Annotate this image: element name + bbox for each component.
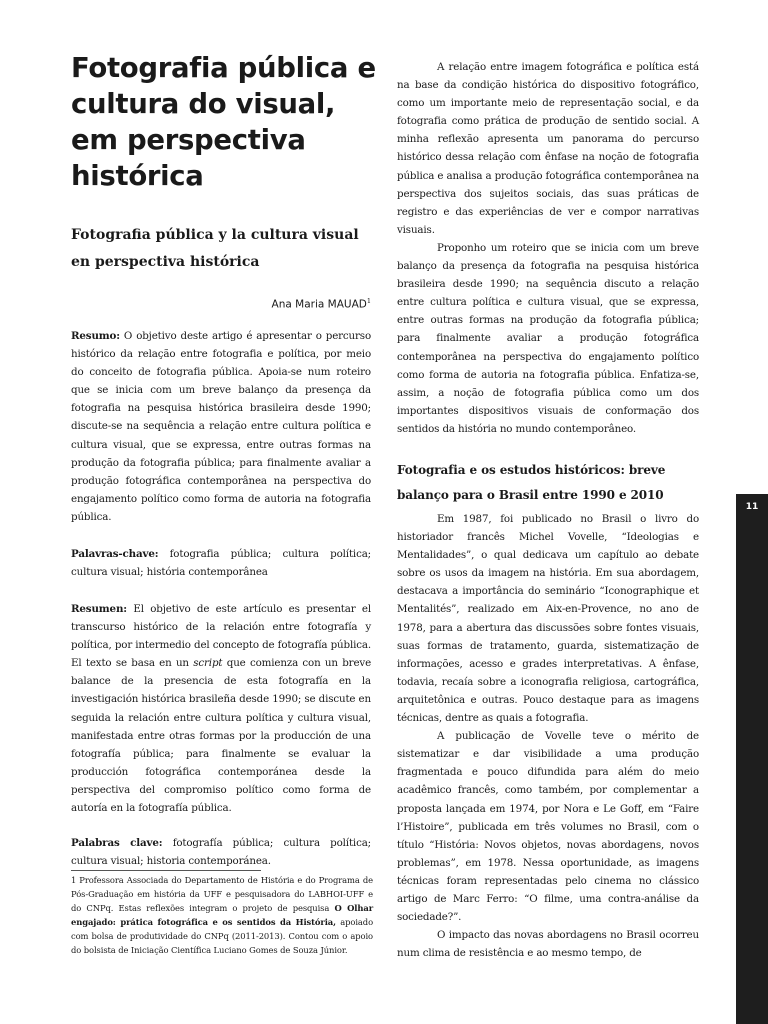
- palavras-chave-text: fotografia pública; cultura política; cultura visual; história contemporânea: [71, 548, 371, 579]
- resumo-block: [71, 327, 371, 526]
- section-paragraph: A publicação de Vovelle teve o mérito de sistematizar e dar visibilidade a uma produção fragmentada e pouco difundida para além do meio acadêmico francês, como também, por complementar a proposta lançada em 1974, por Nora e Le Goff, em “Faire l’Histoire”, publicada em três volumes no Brasil, com o título “História: Novos objetos, novas abordagens, novos problemas”, em 1978. Nessa oportunidade, as imagens técnicas foram representadas pelo cinema no clássico artigo de Marc Ferro: “O filme, uma contra-análise da sociedade?”.: [397, 730, 699, 924]
- section-paragraph: O impacto das novas abordagens no Brasil ocorreu num clima de resistência e ao mesmo tempo, de: [397, 929, 699, 960]
- section-body: [397, 510, 699, 962]
- resumo-text: O objetivo deste artigo é apresentar o percurso histórico da relação entre fotografia e política, por meio do conceito de fotografia pública. Apoia-se num roteiro que se inicia com um breve balanço da presença da fotografia na pesquisa histórica brasileira desde 1990; discute-se na sequência a relação entre cultura política e cultura visual, que se expressa, entre outras formas na produção da fotografia pública; para finalmente avaliar a produção fotográfica contemporânea na perspectiva do engajamento político como forma de autoria na fotografia pública.: [71, 330, 371, 523]
- author-name: Ana Maria MAUAD: [271, 298, 367, 311]
- footnote: [71, 874, 373, 957]
- section-paragraph: Em 1987, foi publicado no Brasil o livro do historiador francês Michel Vovelle, “Ideologias e Mentalidades”, o qual dedicava um capítulo ao debate sobre os usos da imagem na história. Em sua abordagem, destacava a importância do seminário “Iconographique et Mentalités”, realizado em Aix-en-Provence, no ano de 1978, para a abertura das discussões sobre fontes visuais, suas formas de tratamento, guarda, sistematização de informações, acesso e grades interpretativas. A ênfase, todavia, recaía sobre a iconografia religiosa, cartográfica, arquitetônica e outras. Pouco destaque para as imagens técnicas, dentre as quais a fotografia.: [397, 513, 699, 725]
- right-paragraph: A relação entre imagem fotográfica e política está na base da condição histórica do dispositivo fotográfico, como um importante meio de representação social, e da fotografia como prática de produção de sentido social. A minha reflexão apresenta um panorama do percurso histórico dessa relação com ênfase na noção de fotografia pública e analisa a produção fotográfica contemporânea na perspectiva dos sujeitos sociais, das suas práticas de registro e das experiências de ver e compor narrativas visuais.: [397, 61, 699, 236]
- palabras-clave-label: Palabras clave:: [71, 837, 163, 849]
- palabras-clave-text: fotografía pública; cultura política; cultura visual; historia contemporánea.: [71, 837, 372, 868]
- page-number: 11: [745, 502, 759, 512]
- palavras-chave-block: [71, 545, 371, 581]
- footnote-text-after: apoiado com bolsa de produtividade do CNPq (2011-2013). Contou com o apoio do bolsista de Iniciação Científica Luciano Gomes de Souza Júnior.: [71, 916, 374, 955]
- footnote-text-before: 1 Professora Associada do Departamento de História e do Programa de Pós-Graduação em história da UFF e pesquisadora do LABHOI-UFF e do CNPq. Estas reflexões integram o projeto de pesquisa: [71, 875, 373, 913]
- article-title: Fotografia pública e cultura do visual, em perspectiva histórica: [71, 52, 376, 192]
- resumo-label: Resumo:: [71, 330, 120, 342]
- article-subtitle: Fotografia pública y la cultura visual en perspectiva histórica: [71, 227, 359, 270]
- palavras-chave-label: Palavras-chave:: [71, 548, 159, 560]
- section-heading: Fotografia e os estudos históricos: breve balanço para o Brasil entre 1990 e 2010: [397, 463, 666, 502]
- footnote-divider: [71, 870, 261, 871]
- resumen-text-after: que comienza con un breve balance de la presencia de esta fotografía en la investigación histórica brasileña desde 1990; se discute en seguida la relación entre cultura política y cultura visual, manifestada entre otras formas por la producción de una fotografía pública; para finalmente se evaluar la producción fotográfica contemporánea desde la perspectiva del compromiso político como forma de autoría en la fotografía pública.: [71, 657, 372, 815]
- resumen-block: [71, 600, 371, 817]
- author-footnote-marker: 1: [366, 297, 371, 305]
- resumen-text-italic: script: [193, 657, 223, 670]
- page-number-tab: [736, 494, 768, 1024]
- palabras-clave-block: [71, 834, 371, 870]
- footnote-text-bold: O Olhar engajado: prática fotográfica e os sentidos da História,: [71, 902, 374, 927]
- resumen-label: Resumen:: [71, 603, 127, 615]
- author-line: [71, 293, 371, 313]
- resumen-text-before: El objetivo de este artículo es presentar el transcurso histórico de la relación entre fotografía y política, por intermedio del concepto de fotografía pública. El texto se basa en un: [71, 603, 372, 670]
- right-intro: [397, 58, 699, 438]
- right-paragraph: Proponho um roteiro que se inicia com um breve balanço da presença da fotografia na pesquisa histórica brasileira desde 1990; na sequência discuto a relação entre cultura política e cultura visual, que se expressa, entre outras formas na produção da fotografia pública; para finalmente avaliar a produção fotográfica contemporânea na perspectiva do engajamento político como forma de autoria na fotografia pública. Enfatiza-se, assim, a noção de fotografia pública como um dos importantes dispositivos visuais de conformação dos sentidos da história no mundo contemporâneo.: [397, 241, 699, 435]
